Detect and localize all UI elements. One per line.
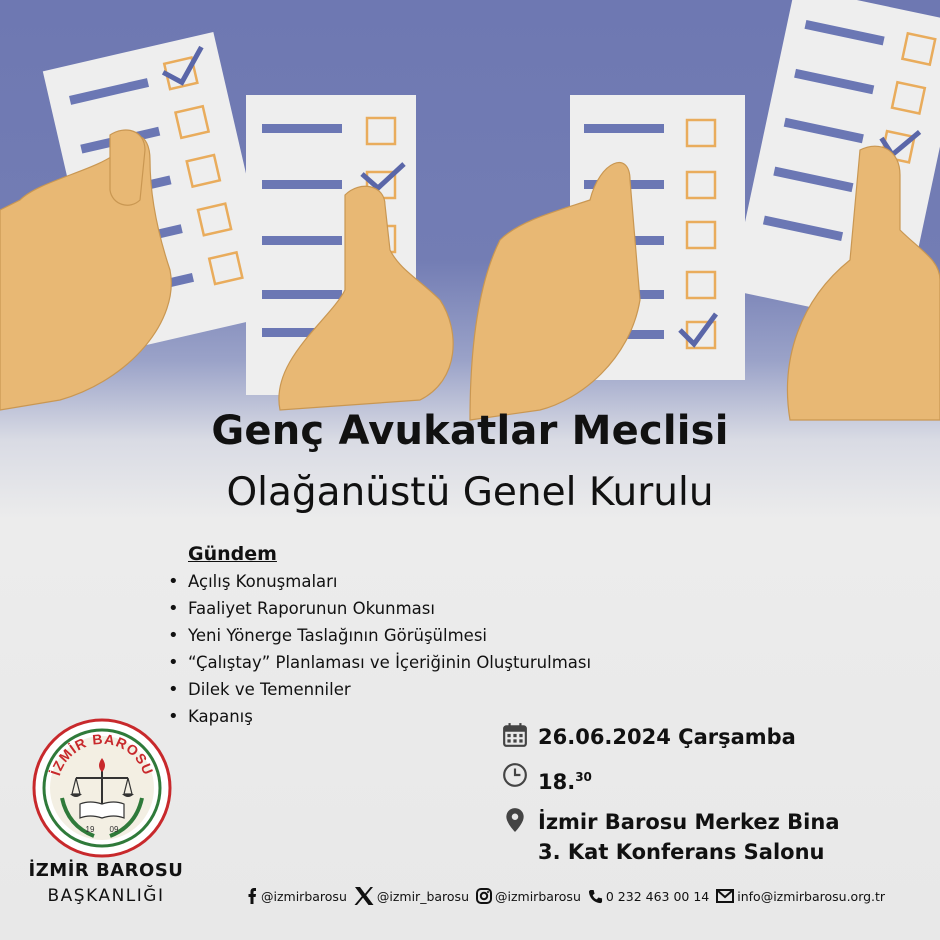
event-time: [538, 762, 592, 797]
calendar-icon: [502, 722, 528, 748]
phone-number: 0 232 463 00 14: [605, 888, 710, 904]
mail-icon: [716, 889, 734, 903]
phone-link[interactable]: [588, 889, 709, 904]
facebook-link[interactable]: [246, 888, 347, 904]
time-minutes: 30: [575, 770, 592, 784]
instagram-link[interactable]: [476, 888, 581, 904]
agenda-item: • Yeni Yönerge Taslağının Görüşülmesi: [168, 622, 728, 649]
agenda: [168, 543, 728, 730]
clock-icon: [502, 762, 528, 788]
x-icon: [354, 887, 374, 905]
organization-name: İZMİR BAROSU: [28, 860, 184, 881]
agenda-item: • Açılış Konuşmaları: [168, 568, 728, 595]
time-row: [502, 762, 922, 797]
time-hour: 18.: [538, 770, 576, 794]
event-details: [502, 722, 922, 877]
contact-footer: [246, 884, 936, 908]
email-address: info@izmirbarosu.org.tr: [737, 888, 886, 904]
x-link[interactable]: [354, 887, 469, 905]
agenda-item: • “Çalıştay” Planlaması ve İçeriğinin Oluşturulması: [168, 649, 728, 676]
event-title: Genç Avukatlar Meclisi: [211, 408, 729, 454]
date-row: [502, 722, 922, 752]
logo-year-right: 09: [109, 825, 119, 834]
instagram-handle: @izmirbarosu: [495, 888, 581, 904]
event-location: [538, 807, 840, 867]
agenda-item: • Faaliyet Raporunun Okunması: [168, 595, 728, 622]
agenda-list: [168, 568, 728, 730]
location-pin-icon: [502, 807, 528, 833]
logo-arc-text: İZMİR BAROSU: [47, 730, 157, 778]
organization-unit: BAŞKANLIĞI: [47, 886, 165, 906]
facebook-icon: [246, 888, 258, 904]
location-line-2: 3. Kat Konferans Salonu: [538, 840, 825, 864]
instagram-icon: [476, 888, 492, 904]
email-link[interactable]: [716, 889, 885, 904]
agenda-item: • Kapanış: [168, 703, 728, 730]
phone-icon: [588, 889, 603, 904]
logo-year-left: 19: [85, 825, 95, 834]
agenda-heading: Gündem: [188, 543, 277, 565]
event-subtitle: Olağanüstü Genel Kurulu: [226, 470, 714, 515]
location-line-1: İzmir Barosu Merkez Bina: [538, 810, 840, 834]
voting-hands-illustration: [0, 0, 940, 430]
izmir-barosu-logo: [32, 718, 172, 858]
location-row: [502, 807, 922, 867]
agenda-item: • Dilek ve Temenniler: [168, 676, 728, 703]
event-date: 26.06.2024 Çarşamba: [538, 725, 796, 749]
facebook-handle: @izmirbarosu: [261, 888, 347, 904]
x-handle: @izmir_barosu: [376, 888, 469, 904]
